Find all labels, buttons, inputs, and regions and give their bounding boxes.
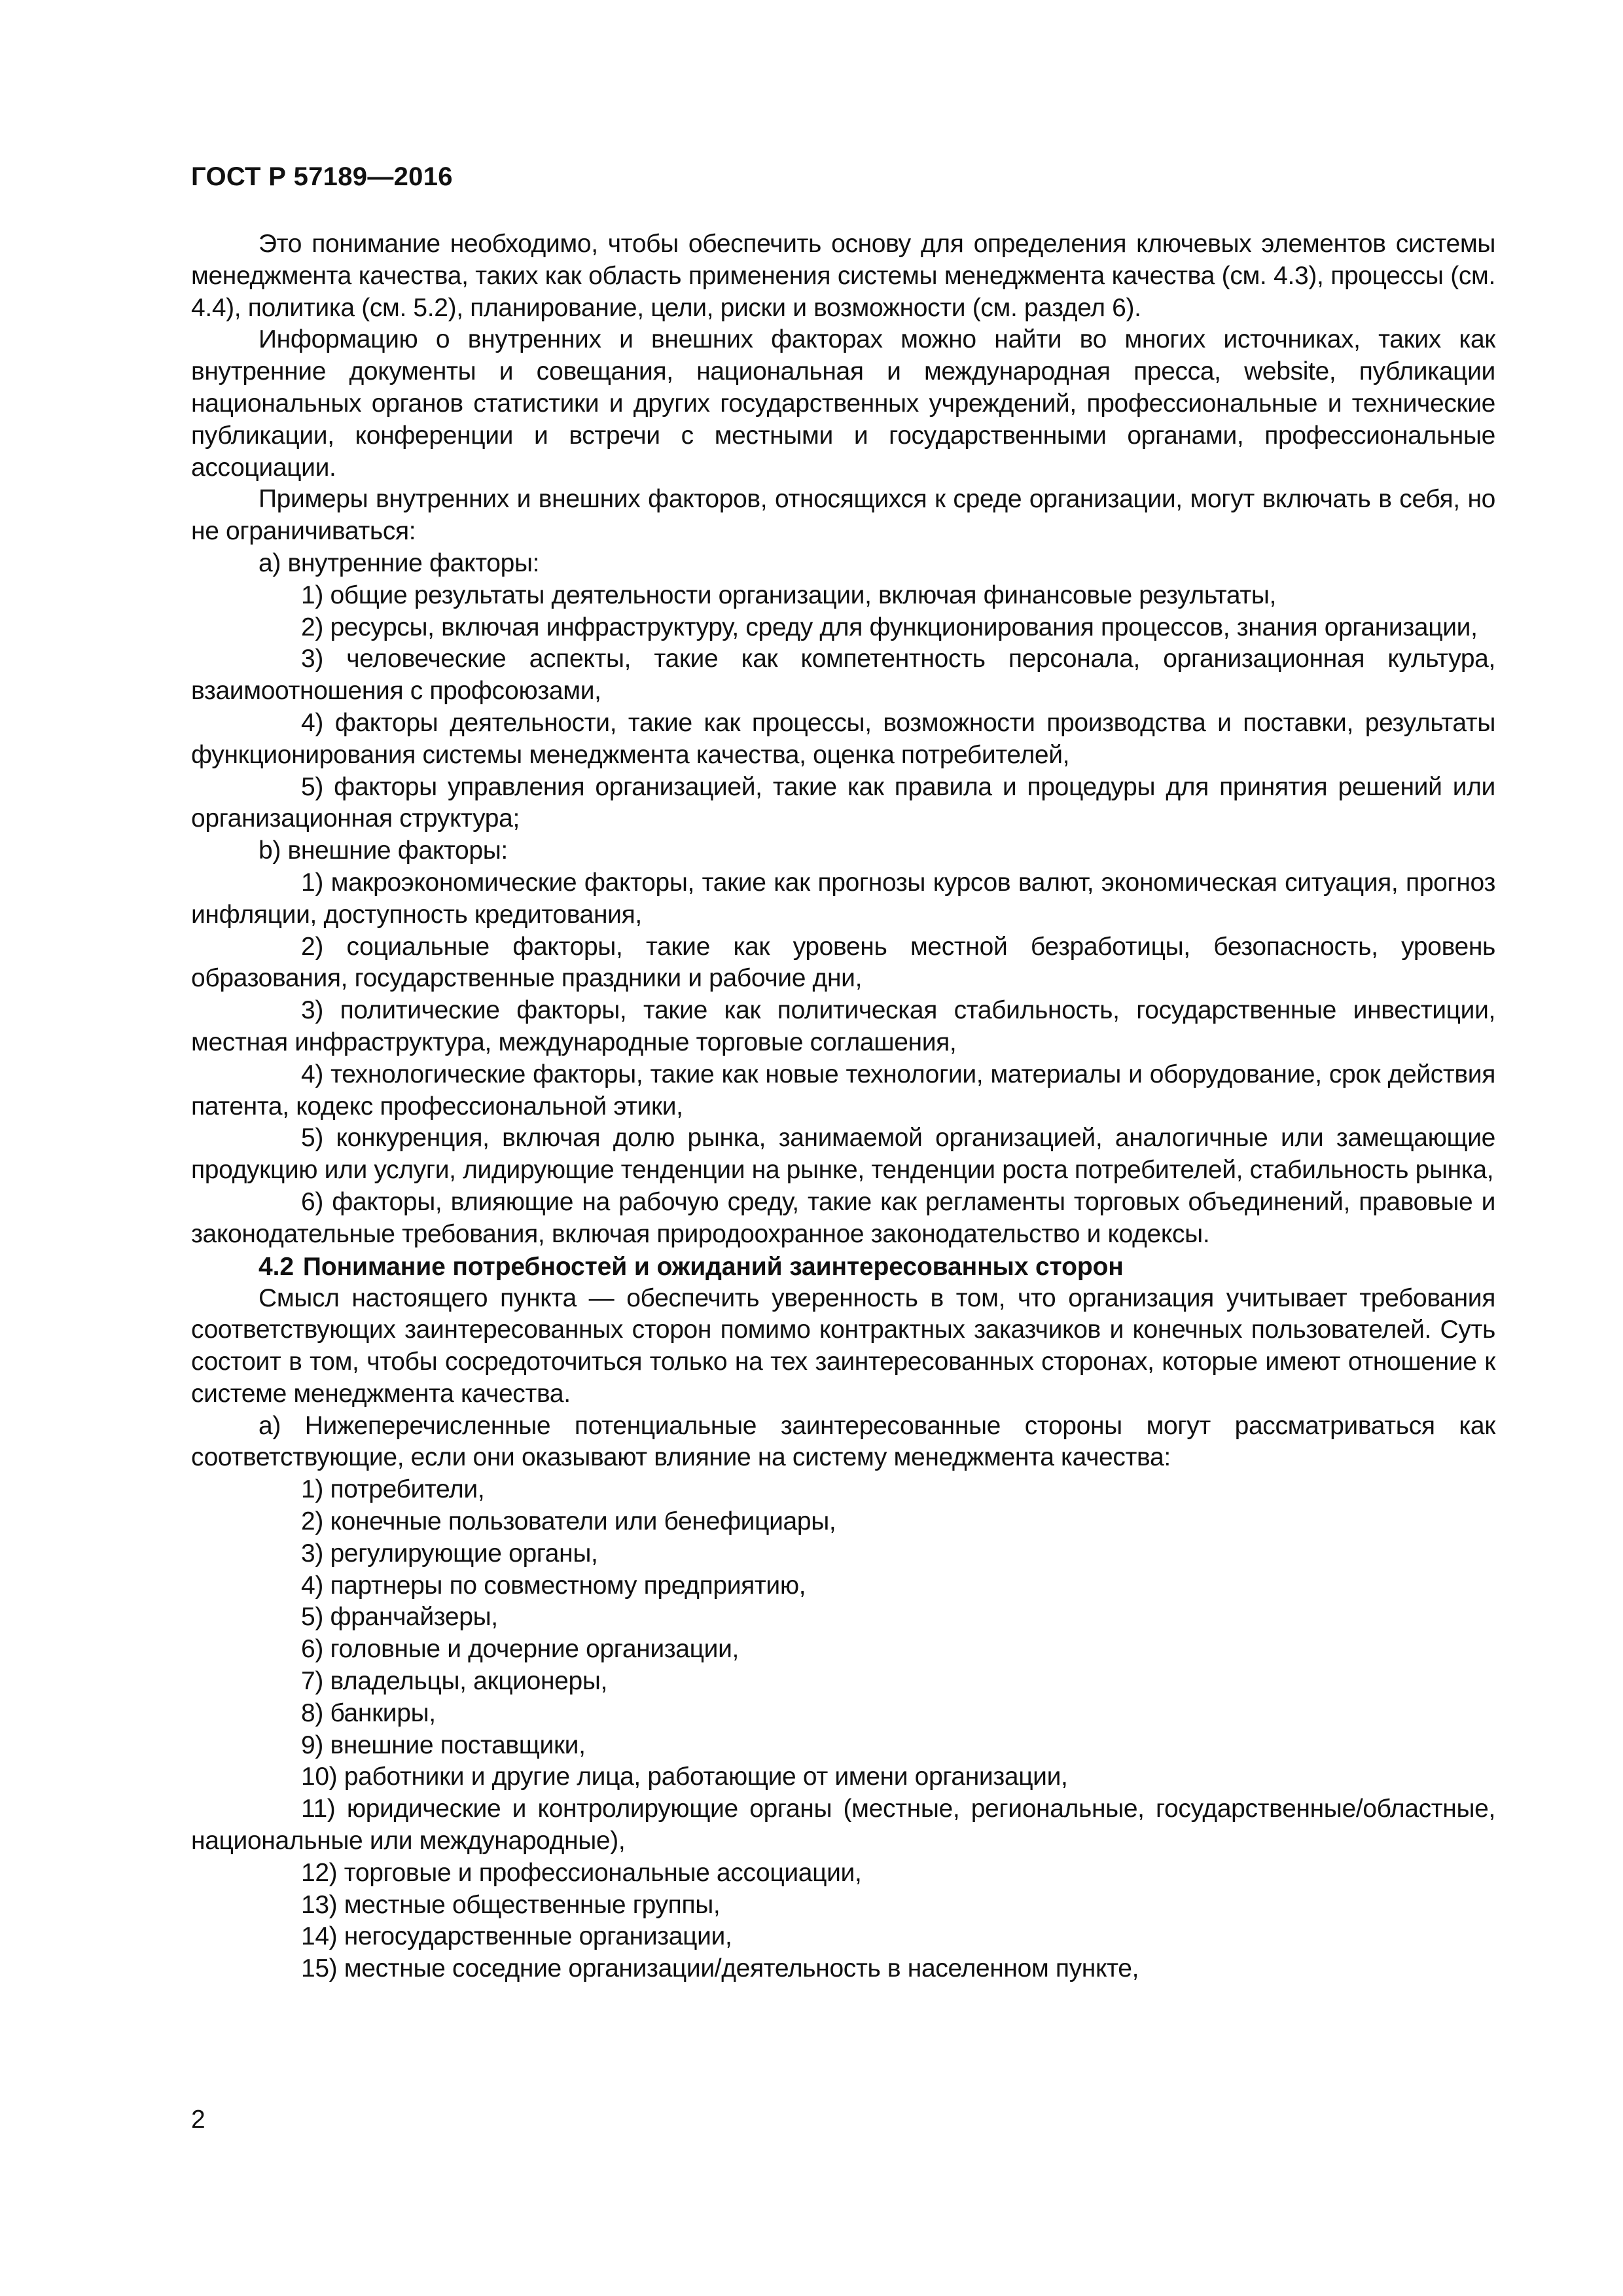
list-item: 9) внешние поставщики, (301, 1731, 586, 1759)
list-item: 2) социальные факторы, такие как уровень местной безработицы, безопасность, уровень образования, государственные праздники и рабочие дни, (191, 932, 1495, 993)
list-item: 4) технологические факторы, такие как новые технологии, материалы и оборудование, срок действия патента, кодекс профессиональной этики, (191, 1060, 1495, 1121)
list-item: 6) факторы, влияющие на рабочую среду, такие как регламенты торговых объединений, правовые и законодательные требования, включая природоохранное законодательство и кодексы. (191, 1187, 1495, 1248)
list-item: 14) негосударственные организации, (301, 1922, 732, 1951)
list-intro: а) Нижеперечисленные потенциальные заинтересованные стороны могут рассматриваться как соответствующие, если они оказывают влияние на систему менеджмента качества: (191, 1411, 1495, 1472)
list-item: 5) факторы управления организацией, такие как правила и процедуры для принятия решений или организационная структура; (191, 772, 1495, 833)
list-item: 13) местные общественные группы, (301, 1890, 721, 1919)
list-item: 3) человеческие аспекты, такие как компетентность персонала, организационная культура, взаимоотношения с профсоюзами, (191, 645, 1495, 706)
paragraph: Смысл настоящего пункта — обеспечить уверенность в том, что организация учитывает требования соответствующих заинтересованных сторон помимо контрактных заказчиков и конечных пользователей. Суть состоит в том, чтобы сосредоточиться только на тех заинтересованных сторонах, которые имеют отношение к системе менеджмента качества. (191, 1283, 1495, 1408)
list-item: 5) франчайзеры, (301, 1603, 498, 1632)
document-body (191, 228, 1495, 1985)
paragraph: Информацию о внутренних и внешних факторах можно найти во многих источниках, таких как внутренние документы и совещания, национальная и международная пресса, website, публикации национальных органов статистики и других государственных учреждений, профессиональные и технические публикации, конференции и встречи с местными и государственными органами, профессиональные ассоциации. (191, 325, 1495, 482)
list-item: 8) банкиры, (301, 1698, 436, 1727)
list-item: 2) ресурсы, включая инфраструктуру, среду для функционирования процессов, знания организации, (301, 613, 1478, 641)
list-label-external-factors: b) внешние факторы: (259, 836, 508, 865)
list-item: 3) регулирующие органы, (301, 1539, 598, 1568)
list-item: 3) политические факторы, такие как политическая стабильность, государственные инвестиции, местная инфраструктура, международные торговые соглашения, (191, 996, 1495, 1056)
document-header-standard-id: ГОСТ Р 57189—2016 (191, 162, 453, 191)
list-label-internal-factors: а) внутренние факторы: (259, 548, 540, 577)
list-item: 1) общие результаты деятельности организации, включая финансовые результаты, (301, 581, 1277, 609)
list-item: 5) конкуренция, включая долю рынка, занимаемой организацией, аналогичные или замещающие продукцию или услуги, лидирующие тенденции на рынке, тенденции роста потребителей, стабильность рынка, (191, 1124, 1495, 1185)
list-item: 1) макроэкономические факторы, такие как прогнозы курсов валют, экономическая ситуация, прогноз инфляции, доступность кредитования, (191, 868, 1495, 929)
list-item: 12) торговые и профессиональные ассоциации, (301, 1858, 862, 1887)
section-number: 4.2 (259, 1252, 294, 1281)
list-item: 15) местные соседние организации/деятельность в населенном пункте, (301, 1954, 1139, 1983)
list-item: 4) факторы деятельности, такие как процессы, возможности производства и поставки, результаты функционирования системы менеджмента качества, оценка потребителей, (191, 708, 1495, 769)
page-number: 2 (191, 2106, 205, 2134)
list-item: 6) головные и дочерние организации, (301, 1635, 739, 1664)
paragraph: Примеры внутренних и внешних факторов, относящихся к среде организации, могут включать в себя, но не ограничиваться: (191, 485, 1495, 546)
section-heading (191, 1251, 1495, 1283)
list-item: 11) юридические и контролирующие органы (местные, региональные, государственные/областные, национальные или международные), (191, 1795, 1495, 1856)
paragraph: Это понимание необходимо, чтобы обеспечить основу для определения ключевых элементов системы менеджмента качества, таких как область применения системы менеджмента качества (см. 4.3), процессы (см. 4.4), политика (см. 5.2), планирование, цели, риски и возможности (см. раздел 6). (191, 230, 1495, 322)
list-item: 4) партнеры по совместному предприятию, (301, 1571, 806, 1600)
list-item: 2) конечные пользователи или бенефициары, (301, 1507, 836, 1536)
list-item: 10) работники и другие лица, работающие от имени организации, (301, 1763, 1068, 1791)
list-item: 7) владельцы, акционеры, (301, 1667, 607, 1696)
section-title: Понимание потребностей и ожиданий заинтересованных сторон (302, 1252, 1124, 1281)
list-item: 1) потребители, (301, 1475, 485, 1504)
